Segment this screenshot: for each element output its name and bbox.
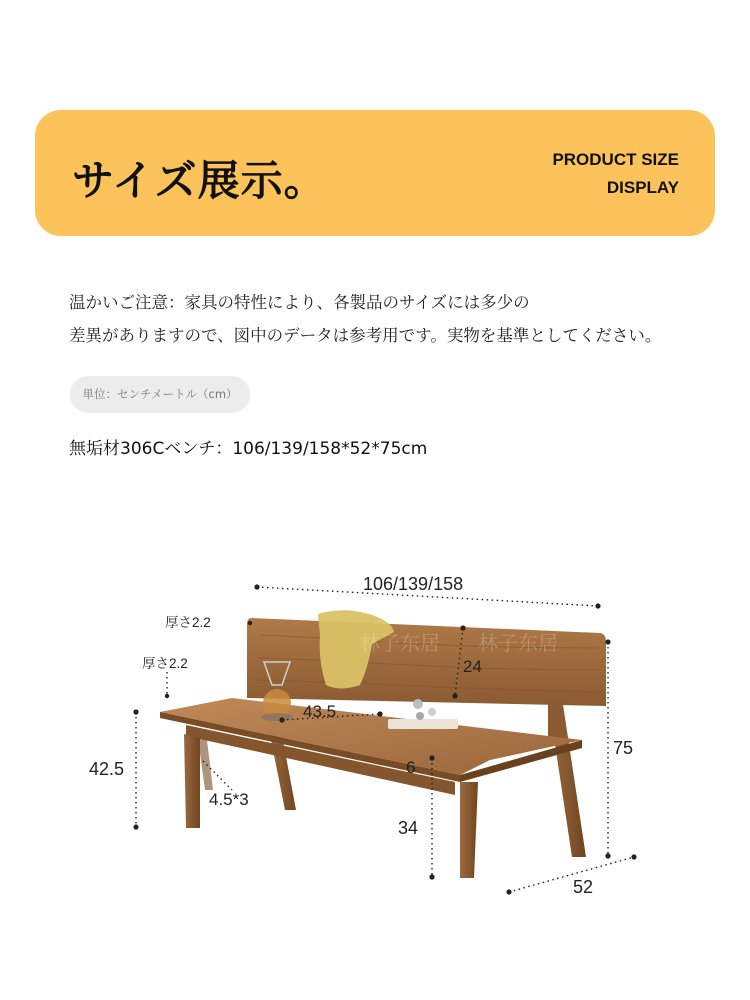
leg-size-label: 4.5*3 bbox=[209, 790, 249, 809]
total-height-label: 75 bbox=[613, 738, 634, 758]
back-height-label: 24 bbox=[463, 657, 482, 676]
seat-depth-label: 43.5 bbox=[303, 702, 337, 721]
front-leg-left-inner bbox=[198, 739, 213, 790]
header-banner bbox=[35, 110, 715, 236]
watermark-text-2: 林子东居 bbox=[478, 631, 558, 655]
notice-line-1: 温かいご注意：家具の特性により、各製品のサイズには多少の bbox=[69, 293, 530, 312]
subtitle-line-2: DISPLAY bbox=[606, 178, 679, 197]
watermark-text: 林子东居 bbox=[360, 631, 440, 655]
ornament-decoration bbox=[388, 699, 458, 729]
length-label: 106/139/158 bbox=[363, 574, 464, 594]
back-thickness-label: 厚さ2.2 bbox=[165, 615, 211, 630]
front-leg-left bbox=[184, 734, 200, 828]
page-subtitle bbox=[552, 146, 679, 202]
apron-height-label: 6 bbox=[406, 758, 416, 777]
bench-dimension-diagram bbox=[0, 520, 750, 940]
page-title: サイズ展示。 bbox=[72, 156, 327, 205]
depth-label: 52 bbox=[573, 877, 594, 897]
product-spec: 無垢材306Cベンチ：106/139/158*52*75cm bbox=[69, 439, 428, 459]
unit-badge: 単位：センチメートル（cm） bbox=[70, 376, 250, 413]
leg-height-label: 34 bbox=[398, 818, 419, 838]
subtitle-line-1: PRODUCT SIZE bbox=[552, 150, 679, 169]
notice-text bbox=[69, 286, 661, 352]
seat-thickness-label: 厚さ2.2 bbox=[142, 656, 188, 671]
front-leg-right bbox=[460, 782, 478, 878]
notice-line-2: 差異がありますので、図中のデータは参考用です。実物を基準としてください。 bbox=[69, 326, 662, 345]
seat-height-label: 42.5 bbox=[89, 759, 125, 779]
bench-seat bbox=[160, 698, 582, 795]
